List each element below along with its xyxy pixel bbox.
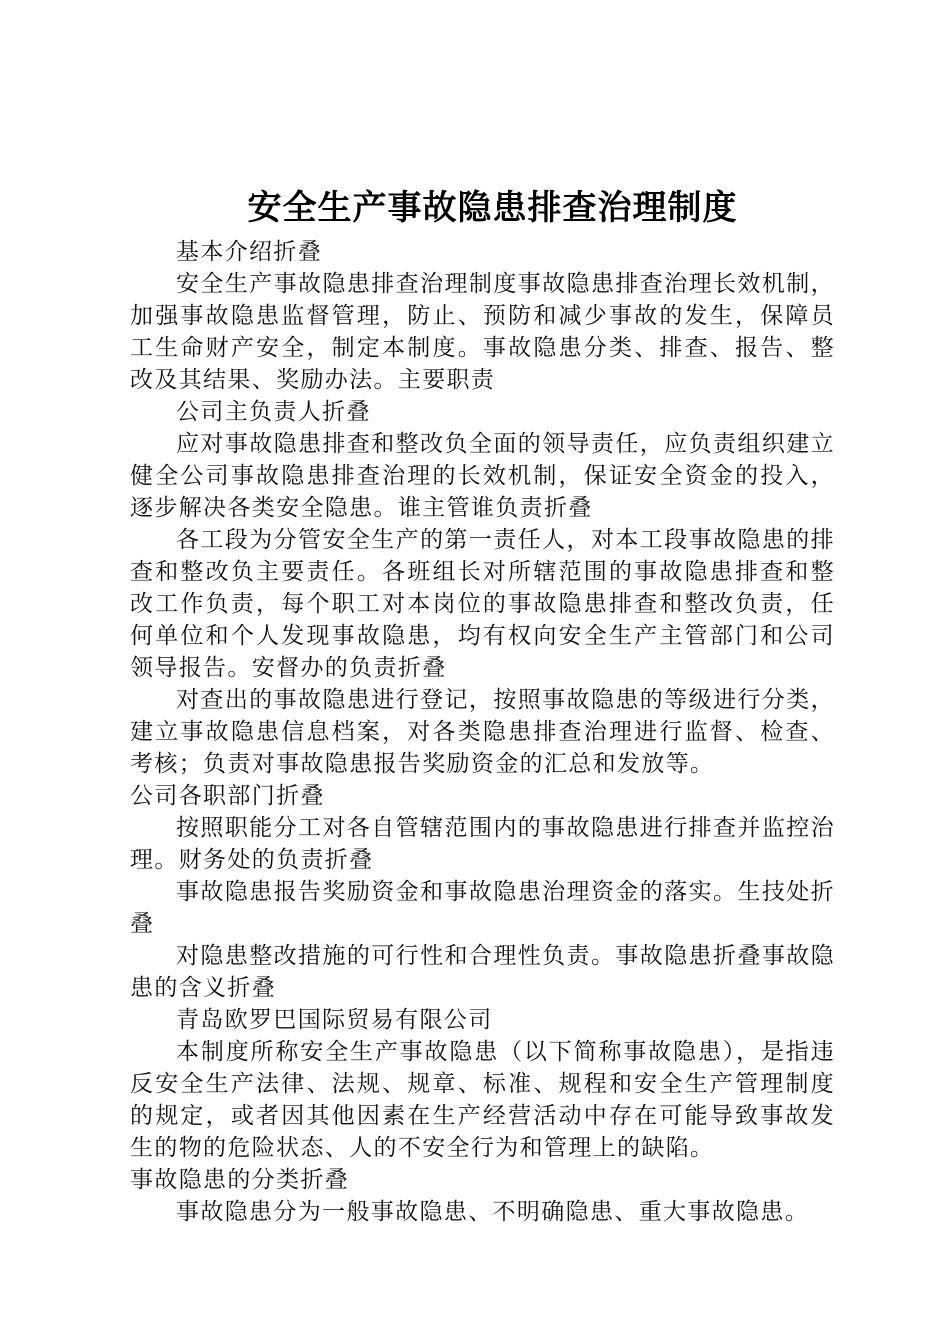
paragraph-1: 基本介绍折叠 xyxy=(176,239,323,265)
document-page xyxy=(130,180,835,1228)
paragraph-2: 安全生产事故隐患排查治理制度事故隐患排查治理长效机制，加强事故隐患监督管理，防止、预防和减少事故的发生，保障员工生命财产安全，制定本制度。事故隐患分类、排查、报告、整改及其结果、奖励办法。主要职责 xyxy=(130,271,835,393)
paragraph-3: 公司主负责人折叠 xyxy=(176,399,371,425)
paragraph-14: 事故隐患分为一般事故隐患、不明确隐患、重大事故隐患。 xyxy=(176,1199,810,1225)
paragraph-7: 公司各职部门折叠 xyxy=(130,783,325,809)
paragraph-8: 按照职能分工对各自管辖范围内的事故隐患进行排查并监控治理。财务处的负责折叠 xyxy=(130,815,835,873)
paragraph-12: 本制度所称安全生产事故隐患（以下简称事故隐患），是指违反安全生产法律、法规、规章、标准、规程和安全生产管理制度的规定，或者因其他因素在生产经营活动中存在可能导致事故发生的物的危险状态、人的不安全行为和管理上的缺陷。 xyxy=(130,1039,835,1161)
paragraph-9: 事故隐患报告奖励资金和事故隐患治理资金的落实。生技处折叠 xyxy=(130,879,835,937)
paragraph-4: 应对事故隐患排查和整改负全面的领导责任，应负责组织建立健全公司事故隐患排查治理的长效机制，保证安全资金的投入，逐步解决各类安全隐患。谁主管谁负责折叠 xyxy=(130,431,835,521)
paragraph-5: 各工段为分管安全生产的第一责任人，对本工段事故隐患的排查和整改负主要责任。各班组长对所辖范围的事故隐患排查和整改工作负责，每个职工对本岗位的事故隐患排查和整改负责，任何单位和个人发现事故隐患，均有权向安全生产主管部门和公司领导报告。安督办的负责折叠 xyxy=(130,527,835,681)
paragraph-10: 对隐患整改措施的可行性和合理性负责。事故隐患折叠事故隐患的含义折叠 xyxy=(130,943,835,1001)
paragraph-13: 事故隐患的分类折叠 xyxy=(130,1167,350,1193)
paragraph-6: 对查出的事故隐患进行登记，按照事故隐患的等级进行分类，建立事故隐患信息档案，对各类隐患排查治理进行监督、检查、考核；负责对事故隐患报告奖励资金的汇总和发放等。 xyxy=(130,687,835,777)
document-title: 安全生产事故隐患排查治理制度 xyxy=(247,188,738,228)
paragraph-11: 青岛欧罗巴国际贸易有限公司 xyxy=(176,1007,493,1033)
document-body xyxy=(130,236,835,1228)
